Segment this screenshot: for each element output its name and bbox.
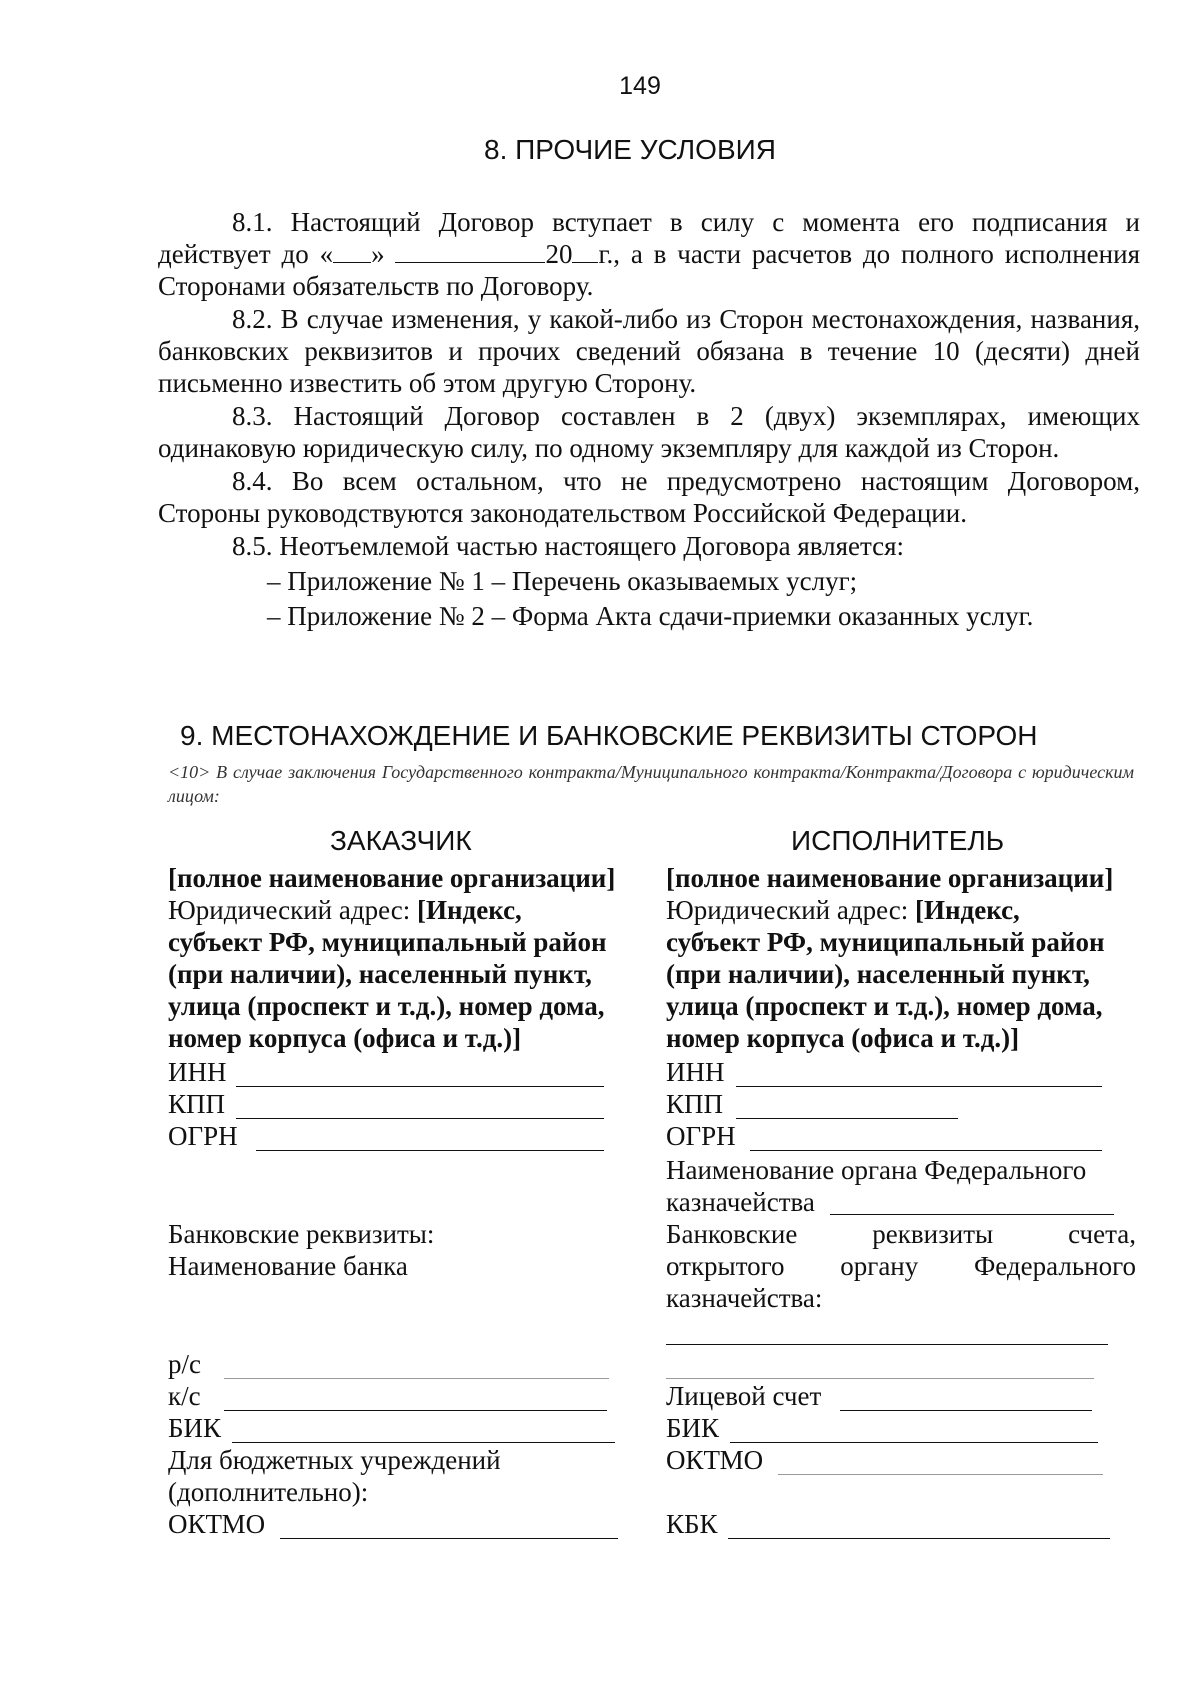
contractor-account-field[interactable] <box>666 1344 1108 1345</box>
contractor-personal-account-label: Лицевой счет <box>666 1381 822 1411</box>
customer-ks-field[interactable] <box>224 1410 607 1411</box>
contractor-inn-field[interactable] <box>736 1086 1102 1087</box>
contractor-title: ИСПОЛНИТЕЛЬ <box>791 825 1005 856</box>
customer-address-block: [полное наименование организации] Юридический адрес: [Индекс, субъект РФ, муниципальный район (при наличии), населенный пункт, улица (проспект и т.д.), номер дома, номер корпуса (офиса и т.д.)] <box>168 862 638 1054</box>
contractor-ogrn-label: ОГРН <box>666 1121 736 1151</box>
contractor-bik-label: БИК <box>666 1413 720 1443</box>
clause-8-5: 8.5. Неотъемлемой частью настоящего Договора является: <box>232 531 905 561</box>
contractor-bik-field[interactable] <box>730 1442 1098 1443</box>
customer-rs-label: р/с <box>168 1349 201 1379</box>
customer-inn-field[interactable] <box>236 1086 604 1087</box>
customer-ks-label: к/с <box>168 1381 201 1411</box>
customer-kpp-label: КПП <box>168 1089 226 1119</box>
contractor-kbk-field[interactable] <box>728 1538 1110 1539</box>
contractor-name: [полное наименование организации] <box>666 863 1114 893</box>
year-blank <box>572 238 598 263</box>
contractor-ogrn-field[interactable] <box>750 1150 1102 1151</box>
customer-inn-label: ИНН <box>168 1057 227 1087</box>
contractor-personal-account-field[interactable] <box>840 1410 1092 1411</box>
customer-budget-note: (дополнительно): <box>168 1477 369 1507</box>
contractor-kpp-label: КПП <box>666 1089 724 1119</box>
month-blank <box>395 238 545 263</box>
customer-bik-label: БИК <box>168 1413 222 1443</box>
section-8-title: 8. ПРОЧИЕ УСЛОВИЯ <box>484 134 776 165</box>
customer-bank-name-label: Наименование банка <box>168 1251 408 1281</box>
contractor-account-field-2[interactable] <box>666 1378 1094 1379</box>
contractor-bank-details: Банковские реквизиты счета, открытого органу Федерального казначейства: <box>666 1219 1136 1313</box>
page-number: 149 <box>619 72 661 100</box>
contractor-inn-label: ИНН <box>666 1057 725 1087</box>
contractor-treasury-label-2: казначейства <box>666 1187 815 1217</box>
customer-bik-field[interactable] <box>232 1442 615 1443</box>
contractor-treasury-field[interactable] <box>830 1214 1114 1215</box>
clause-8-4: 8.4. Во всем остальном, что не предусмотрено настоящим Договором, Стороны руководствуются законодательством Российской Федерации. <box>158 466 1140 528</box>
customer-bank-details-label: Банковские реквизиты: <box>168 1219 435 1249</box>
customer-budget-label: Для бюджетных учреждений <box>168 1445 501 1475</box>
footnote-note: <10> В случае заключения Государственного контракта/Муниципального контракта/Контракта/Договора с юридическим лицом: <box>168 762 1134 806</box>
contractor-kpp-field[interactable] <box>736 1118 958 1119</box>
customer-title: ЗАКАЗЧИК <box>330 825 472 856</box>
contractor-kbk-label: КБК <box>666 1509 718 1539</box>
contractor-treasury-label: Наименование органа Федерального <box>666 1155 1087 1185</box>
contractor-oktmo-field[interactable] <box>778 1474 1103 1475</box>
day-blank <box>333 238 371 263</box>
customer-name: [полное наименование организации] <box>168 863 616 893</box>
list-item: – Приложение № 1 – Перечень оказываемых услуг; <box>267 566 858 596</box>
clause-8-1: 8.1. Настоящий Договор вступает в силу с момента его подписания и действует до « » 20 г., а в части расчетов до полного исполнения Сторонами обязательств по Договору. <box>158 207 1140 301</box>
customer-oktmo-label: ОКТМО <box>168 1509 266 1539</box>
customer-kpp-field[interactable] <box>236 1118 604 1119</box>
list-item: – Приложение № 2 – Форма Акта сдачи-приемки оказанных услуг. <box>267 601 1034 631</box>
section-9-title: 9. МЕСТОНАХОЖДЕНИЕ И БАНКОВСКИЕ РЕКВИЗИТЫ СТОРОН <box>180 720 1038 751</box>
contractor-address-block: [полное наименование организации] Юридический адрес: [Индекс, субъект РФ, муниципальный район (при наличии), населенный пункт, улица (проспект и т.д.), номер дома, номер корпуса (офиса и т.д.)] <box>666 862 1136 1054</box>
clause-8-2: 8.2. В случае изменения, у какой-либо из Сторон местонахождения, названия, банковских реквизитов и прочих сведений обязана в течение 10 (десяти) дней письменно известить об этом другую Сторону. <box>158 304 1140 398</box>
customer-ogrn-label: ОГРН <box>168 1121 238 1151</box>
customer-ogrn-field[interactable] <box>256 1150 604 1151</box>
clause-8-3: 8.3. Настоящий Договор составлен в 2 (двух) экземплярах, имеющих одинаковую юридическую силу, по одному экземпляру для каждой из Сторон. <box>158 401 1140 463</box>
customer-oktmo-field[interactable] <box>280 1538 618 1539</box>
contractor-oktmo-label: ОКТМО <box>666 1445 764 1475</box>
customer-rs-field[interactable] <box>224 1378 609 1379</box>
